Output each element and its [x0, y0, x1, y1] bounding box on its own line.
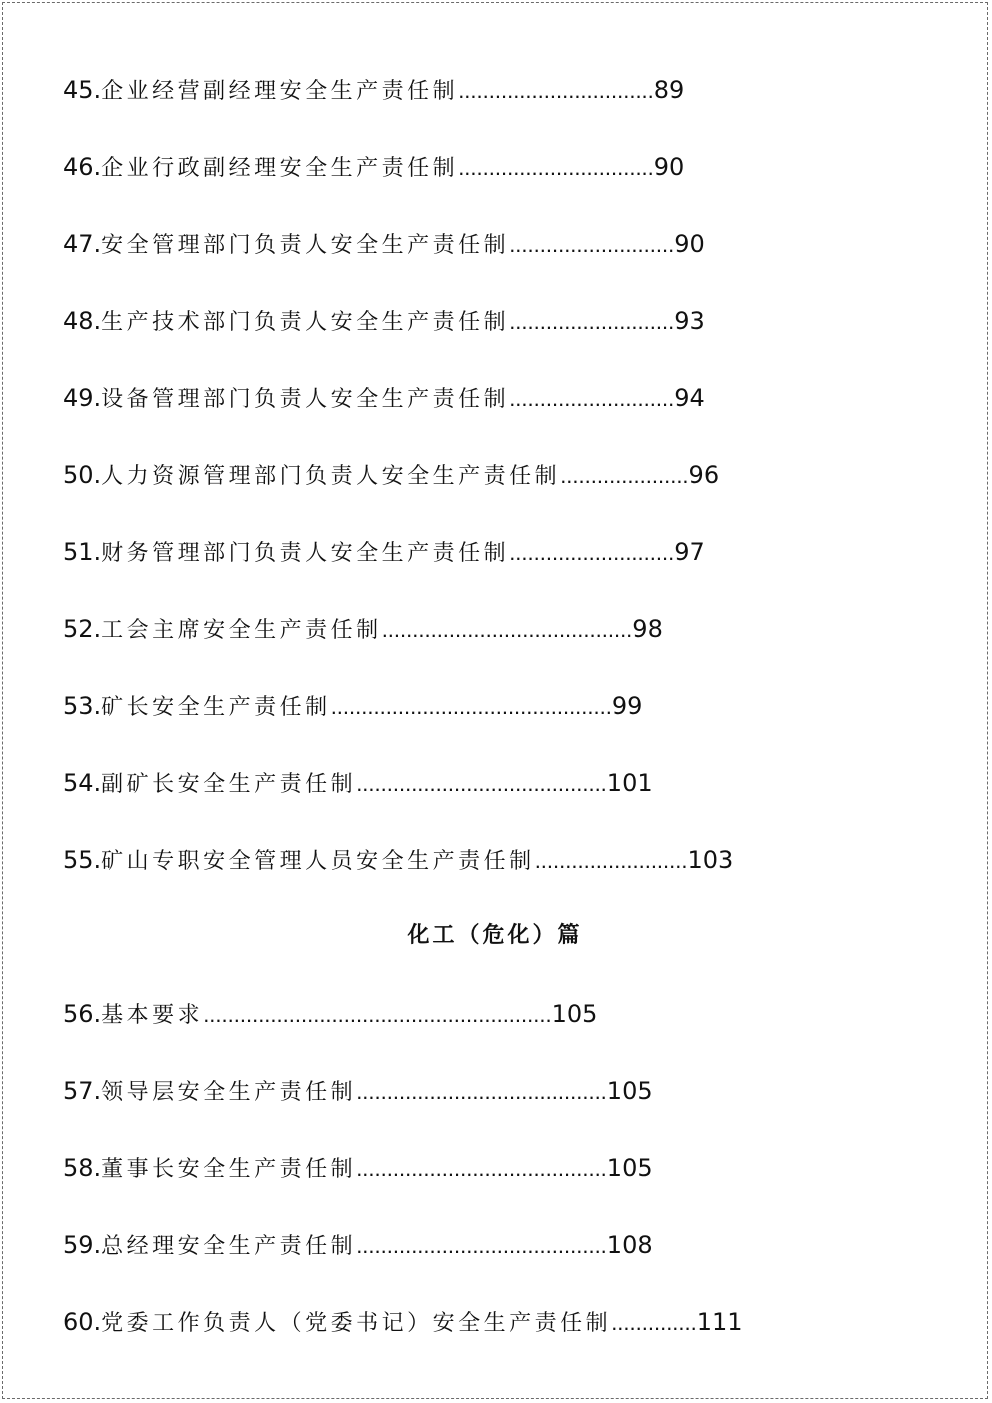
entry-title: 生产技术部门负责人安全生产责任制: [101, 310, 510, 335]
entry-number: 46.: [63, 153, 102, 181]
page-number: 98: [632, 615, 663, 643]
toc-entry: [63, 378, 705, 418]
entry-number: 54.: [63, 769, 102, 797]
dot-leader: ...........................: [509, 309, 675, 334]
entry-title: 人力资源管理部门负责人安全生产责任制: [101, 464, 561, 489]
dot-leader: ................................: [458, 155, 654, 180]
entry-title: 设备管理部门负责人安全生产责任制: [101, 387, 510, 412]
dot-leader: .........................................: [381, 617, 633, 642]
toc-entry: [63, 455, 719, 495]
page-number: 105: [606, 1154, 653, 1182]
entry-title: 安全管理部门负责人安全生产责任制: [101, 233, 510, 258]
toc-entry: [63, 763, 653, 803]
toc-entry: [63, 224, 705, 264]
entry-title: 企业经营副经理安全生产责任制: [101, 79, 459, 104]
dot-leader: ................................: [458, 78, 654, 103]
entry-number: 53.: [63, 692, 102, 720]
page-number: 94: [674, 384, 705, 412]
entry-title: 董事长安全生产责任制: [101, 1157, 357, 1182]
page-number: 99: [611, 692, 643, 720]
toc-entry: [63, 609, 663, 649]
entry-number: 58.: [63, 1154, 102, 1182]
page-number: 105: [551, 1000, 598, 1028]
dot-leader: ...........................: [509, 232, 675, 257]
entry-title: 总经理安全生产责任制: [101, 1234, 357, 1259]
toc-entry: [63, 1225, 653, 1265]
page-number: 90: [653, 153, 685, 181]
dot-leader: .........................................: [356, 1156, 607, 1181]
entry-number: 45.: [63, 76, 102, 104]
toc-entry: [63, 1302, 743, 1342]
toc-entry: [63, 70, 684, 110]
page-number: 111: [696, 1308, 743, 1336]
entry-title: 副矿长安全生产责任制: [101, 772, 357, 797]
page-number: 105: [606, 1077, 653, 1105]
entry-title: 企业行政副经理安全生产责任制: [101, 156, 459, 181]
document-page: [2, 2, 988, 1399]
entry-title: 矿长安全生产责任制: [101, 695, 331, 720]
dot-leader: .........................................: [356, 771, 607, 796]
dot-leader: .........................................................: [203, 1002, 552, 1027]
entry-number: 50.: [63, 461, 102, 489]
entry-number: 48.: [63, 307, 102, 335]
toc-entry: [63, 147, 684, 187]
dot-leader: .........................................: [356, 1079, 607, 1104]
entry-number: 47.: [63, 230, 102, 258]
toc-entry: [63, 840, 733, 880]
entry-number: 56.: [63, 1000, 102, 1028]
dot-leader: .....................: [560, 463, 689, 488]
entry-title: 基本要求: [101, 1003, 204, 1028]
dot-leader: ...........................: [509, 386, 675, 411]
section-heading: 化工（危化）篇: [407, 923, 583, 948]
dot-leader: .........................................: [356, 1233, 607, 1258]
entry-number: 52.: [63, 615, 102, 643]
entry-number: 59.: [63, 1231, 102, 1259]
entry-number: 55.: [63, 846, 102, 874]
toc-entry: [63, 301, 705, 341]
page-number: 96: [688, 461, 720, 489]
page-number: 103: [687, 846, 734, 874]
entry-title: 工会主席安全生产责任制: [101, 618, 382, 643]
dot-leader: ..............................................: [330, 694, 612, 719]
entry-title: 党委工作负责人（党委书记）安全生产责任制: [101, 1311, 612, 1336]
toc-entry: [63, 1148, 653, 1188]
toc-entry: [63, 532, 705, 572]
toc-entry: [63, 686, 642, 726]
entry-title: 财务管理部门负责人安全生产责任制: [101, 541, 510, 566]
page-number: 101: [606, 769, 653, 797]
page-number: 90: [674, 230, 705, 258]
entry-number: 51.: [63, 538, 102, 566]
entry-number: 60.: [63, 1308, 102, 1336]
page-number: 97: [674, 538, 705, 566]
entry-title: 矿山专职安全管理人员安全生产责任制: [101, 849, 535, 874]
page-number: 108: [606, 1231, 653, 1259]
toc-entry: [63, 994, 597, 1034]
toc-entry: [63, 1071, 653, 1111]
dot-leader: ...........................: [509, 540, 675, 565]
entry-title: 领导层安全生产责任制: [101, 1080, 357, 1105]
dot-leader: .........................: [534, 848, 688, 873]
entry-number: 57.: [63, 1077, 102, 1105]
entry-number: 49.: [63, 384, 102, 412]
dot-leader: ..............: [611, 1310, 697, 1335]
page-number: 93: [674, 307, 705, 335]
page-number: 89: [653, 76, 685, 104]
